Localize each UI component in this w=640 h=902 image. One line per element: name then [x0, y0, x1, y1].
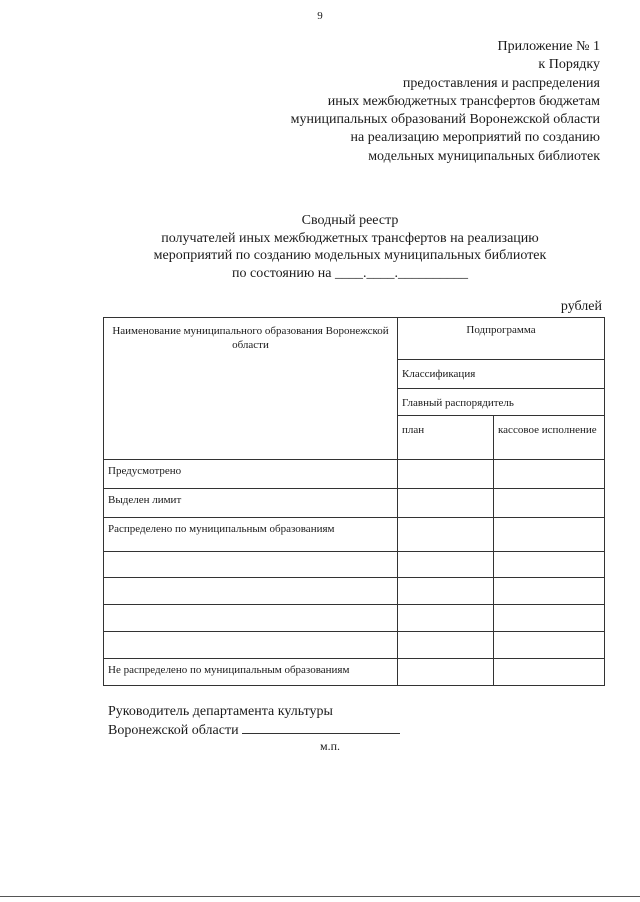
plan-cell — [398, 518, 494, 552]
page-bottom-rule — [0, 896, 640, 897]
table-row — [104, 552, 605, 578]
appendix-line: Приложение № 1 — [497, 39, 600, 54]
table-row — [104, 578, 605, 605]
plan-cell — [398, 632, 494, 659]
appendix-line: иных межбюджетных трансфертов бюджетам — [327, 93, 600, 109]
appendix-line: предоставления и распределения — [402, 75, 600, 91]
row-label — [104, 632, 398, 659]
execution-cell — [494, 552, 605, 578]
row-label — [104, 552, 398, 578]
header-subprogram: Подпрограмма — [398, 318, 605, 360]
execution-cell — [494, 578, 605, 605]
row-label — [104, 578, 398, 605]
row-label — [104, 605, 398, 632]
header-plan: план — [398, 416, 494, 460]
plan-cell — [398, 552, 494, 578]
plan-cell — [398, 605, 494, 632]
table-row — [104, 489, 605, 518]
row-label: Предусмотрено — [104, 460, 398, 489]
title-line: по состоянию на ____.____.__________ — [231, 265, 469, 281]
appendix-line: на реализацию мероприятий по созданию — [350, 130, 600, 146]
table-row — [104, 605, 605, 632]
plan-cell — [398, 489, 494, 518]
table-row — [104, 460, 605, 489]
appendix-line: к Порядку — [538, 57, 600, 73]
table-row — [104, 659, 605, 686]
execution-cell — [494, 659, 605, 686]
appendix-header — [291, 38, 600, 166]
signature-line — [242, 721, 400, 734]
signature-title: Руководитель департамента культуры — [108, 704, 333, 719]
table-row — [104, 632, 605, 659]
plan-cell — [398, 659, 494, 686]
appendix-line: муниципальных образований Воронежской области — [290, 112, 600, 128]
currency-unit: рублей — [560, 299, 602, 314]
signature-region: Воронежской области — [108, 723, 239, 738]
page-number: 9 — [317, 10, 323, 22]
stamp-label: м.п. — [320, 739, 341, 753]
plan-cell — [398, 578, 494, 605]
document-title — [0, 212, 640, 282]
execution-cell — [494, 460, 605, 489]
header-cash-execution: кассовое исполнение — [494, 416, 605, 460]
execution-cell — [494, 605, 605, 632]
header-chief-manager: Главный распорядитель — [398, 389, 605, 416]
title-line: мероприятий по созданию модельных муниципальных библиотек — [153, 248, 547, 263]
row-label: Выделен лимит — [104, 489, 398, 518]
row-label: Распределено по муниципальным образованиям — [104, 518, 398, 552]
appendix-line: модельных муниципальных библиотек — [368, 148, 600, 164]
title-line: Сводный реестр — [301, 213, 399, 228]
execution-cell — [494, 632, 605, 659]
signature-block — [108, 703, 400, 740]
header-municipality: Наименование муниципального образования Воронежской области — [104, 318, 398, 460]
execution-cell — [494, 518, 605, 552]
header-classification: Классификация — [398, 360, 605, 389]
plan-cell — [398, 460, 494, 489]
signature-line-row — [108, 721, 400, 740]
row-label: Не распределено по муниципальным образованиям — [104, 659, 398, 686]
title-line: получателей иных межбюджетных трансфертов на реализацию — [161, 230, 539, 246]
table-row — [104, 518, 605, 552]
registry-table — [103, 317, 605, 686]
execution-cell — [494, 489, 605, 518]
